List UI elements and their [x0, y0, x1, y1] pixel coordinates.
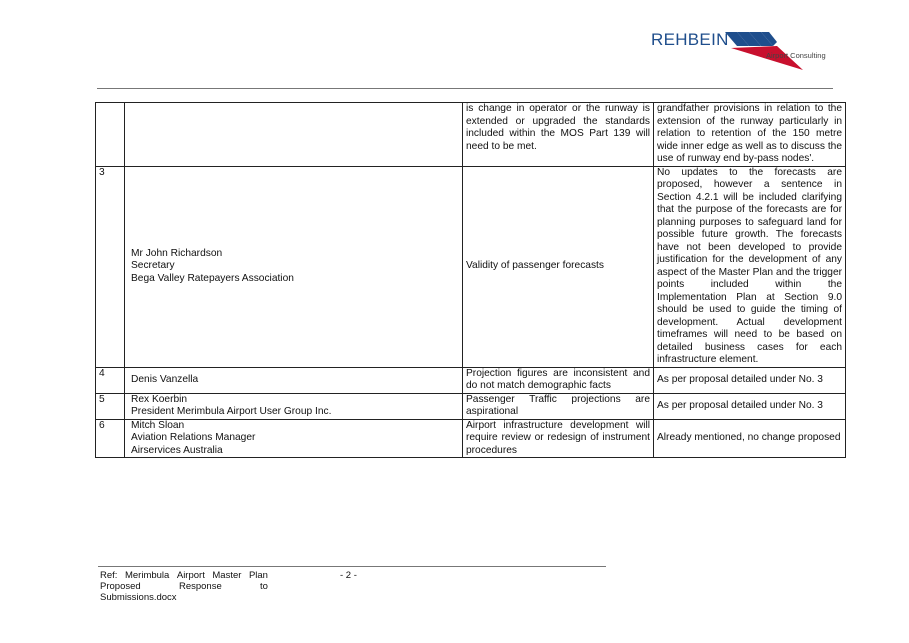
- footer-ref-word: Plan: [248, 570, 268, 581]
- submissions-table: [95, 102, 846, 458]
- response-cell: No updates to the forecasts are proposed, however a sentence in Section 4.2.1 will be included clarifying that the purpose of the forecasts are for planning purposes to safeguard land for possible future growth. The forecasts have not been developed to provide justification for the development of any aspect of the Master Plan and the trigger points included within the Implementation Plan at Section 9.0 should be used to guide the timing of development. Actual development timeframes will need to be based on detailed business cases for each infrastructure element.: [654, 166, 846, 367]
- submitter-cell: [125, 166, 463, 367]
- table-row: [96, 393, 846, 419]
- rehbein-logo: [645, 24, 845, 74]
- footer-ref-word: Master: [212, 570, 242, 581]
- issue-cell: Projection figures are inconsistent and do not match demographic facts: [463, 367, 654, 393]
- row-number: 4: [96, 367, 125, 393]
- row-number: 5: [96, 393, 125, 419]
- submitter-organisation: Airservices Australia: [131, 444, 223, 456]
- issue-cell: is change in operator or the runway is extended or upgraded the standards included within the MOS Part 139 will need to be met.: [463, 103, 654, 167]
- submitter-name: Denis Vanzella: [131, 373, 199, 385]
- footer-ref-word: to: [260, 581, 268, 592]
- submitter-cell: [125, 103, 463, 167]
- submitter-cell: [125, 367, 463, 393]
- response-cell: Already mentioned, no change proposed: [654, 419, 846, 458]
- logo-subtitle: Airport Consulting: [766, 51, 826, 60]
- submitter-title: Aviation Relations Manager: [131, 432, 256, 443]
- footer-divider: [98, 566, 606, 567]
- table-row: [96, 103, 846, 167]
- header-divider: [97, 88, 833, 89]
- footer-ref-word: Merimbula: [124, 570, 170, 581]
- footer-ref-filename: Submissions.docx: [100, 592, 177, 603]
- submitter-title: Secretary: [131, 260, 175, 272]
- submitter-organisation: Bega Valley Ratepayers Association: [131, 272, 294, 284]
- row-number: 6: [96, 419, 125, 458]
- submitter-name: Rex Koerbin: [131, 393, 188, 405]
- submitter-cell: [125, 419, 463, 458]
- table-row: [96, 367, 846, 393]
- submitter-name: Mitch Sloan: [131, 419, 185, 431]
- row-number: [96, 103, 125, 167]
- response-cell: As per proposal detailed under No. 3: [654, 393, 846, 419]
- issue-cell: Passenger Traffic projections are aspirational: [463, 393, 654, 419]
- row-number: 3: [96, 166, 125, 367]
- submitter-name: Mr John Richardson: [131, 247, 223, 259]
- issue-cell: Validity of passenger forecasts: [463, 166, 654, 367]
- footer-ref-word: Response: [178, 581, 222, 592]
- footer-ref-word: Proposed: [100, 581, 141, 592]
- response-cell: grandfather provisions in relation to the extension of the runway particularly in relation to retention of the 150 metre wide inner edge as well as to discuss the use of runway end by-pass nodes'.: [654, 103, 846, 167]
- response-cell: As per proposal detailed under No. 3: [654, 367, 846, 393]
- submitter-organisation: President Merimbula Airport User Group Inc.: [131, 406, 332, 417]
- footer-reference: [100, 570, 268, 603]
- footer-ref-word: Airport: [176, 570, 205, 581]
- page-number: - 2 -: [340, 570, 357, 581]
- submitter-cell: [125, 393, 463, 419]
- logo-wordmark: REHBEIN: [651, 30, 729, 49]
- issue-cell: Airport infrastructure development will require review or redesign of instrument procedures: [463, 419, 654, 458]
- table-row: [96, 419, 846, 458]
- table-row: [96, 166, 846, 367]
- footer-ref-word: Ref:: [100, 570, 118, 581]
